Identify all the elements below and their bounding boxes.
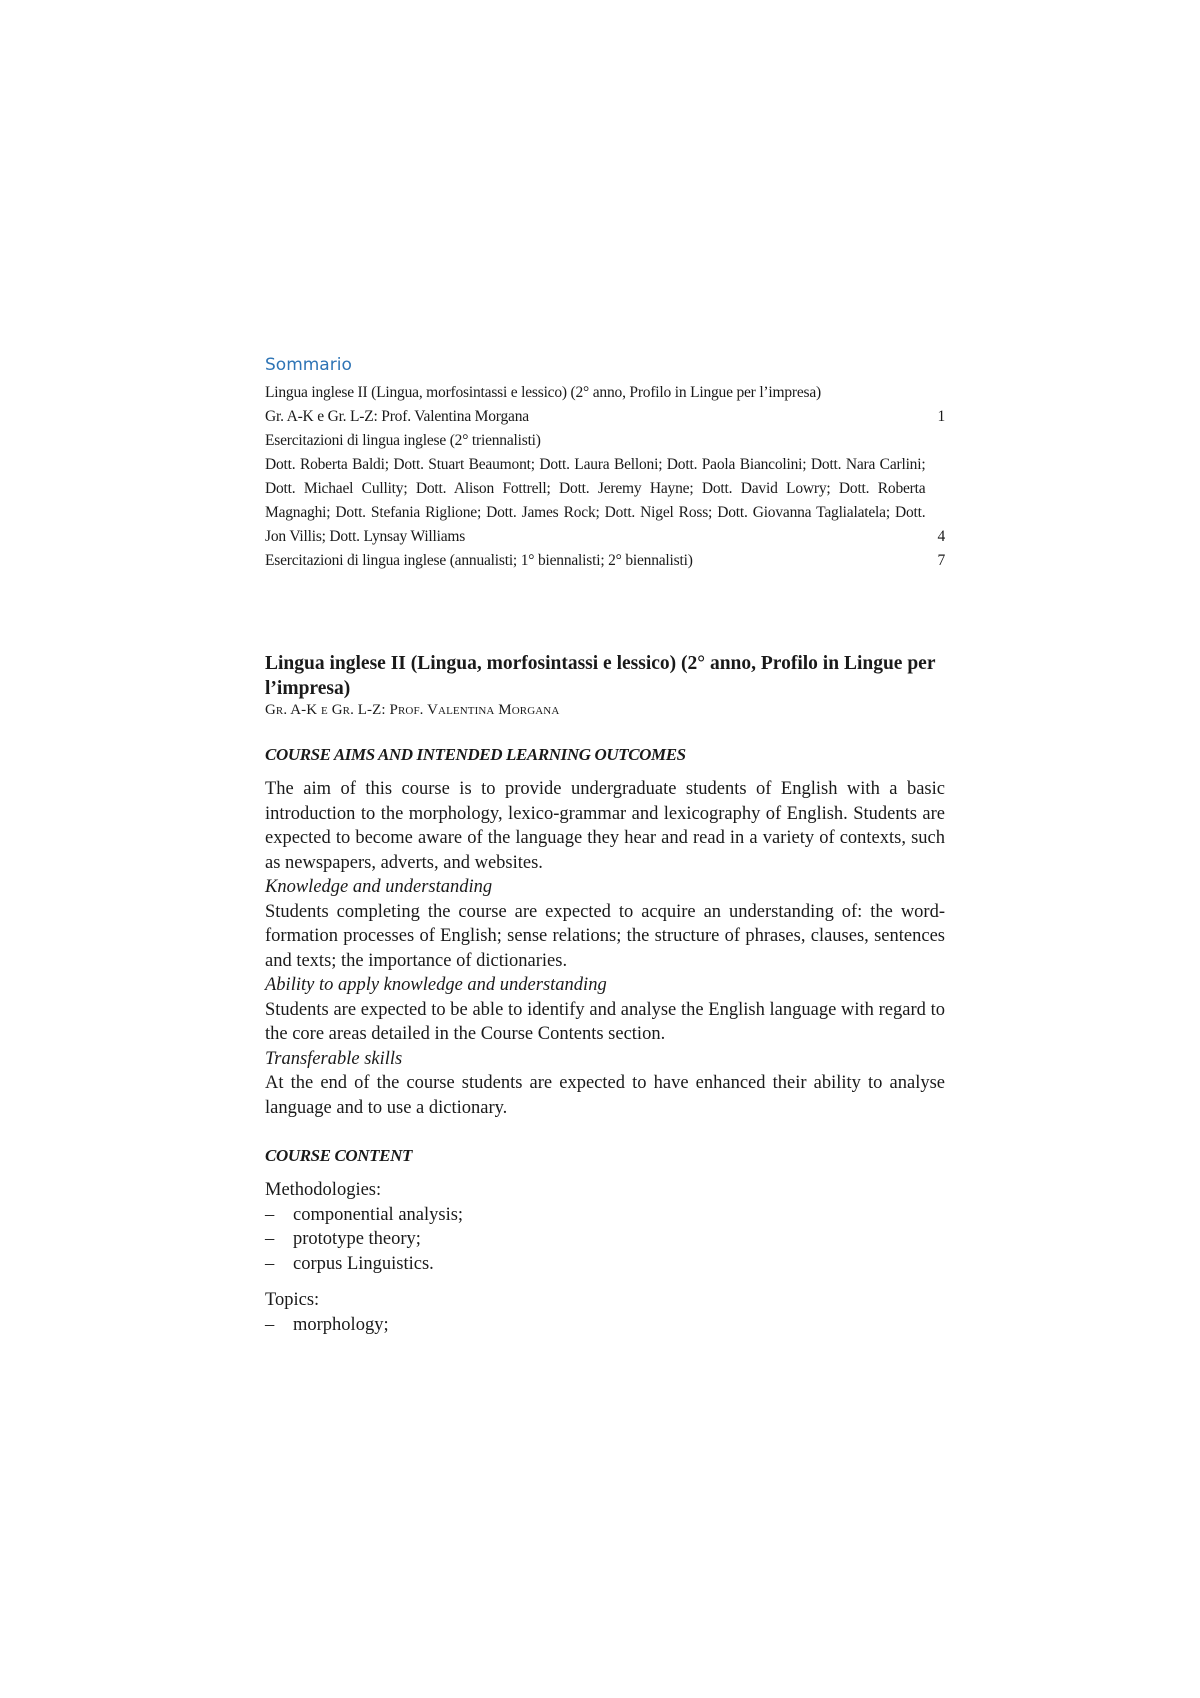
knowledge-text: Students completing the course are expected to acquire an understanding of: the word-formation processes of English; sense relations; the structure of phrases, clauses, sentences and texts; the importance of dictionaries. (265, 901, 945, 971)
transferable-text: At the end of the course students are expected to have enhanced their ability to analyse language and to use a dictionary. (265, 1073, 945, 1118)
course-section (265, 651, 945, 1337)
toc-title: Sommario (265, 355, 352, 375)
page-content (265, 355, 945, 1349)
dash-bullet: – (265, 1229, 275, 1249)
toc-entry[interactable] (265, 429, 945, 453)
list-item (265, 1227, 945, 1252)
ability-text: Students are expected to be able to identify and analyse the English language with regard to the core areas detailed in the Course Contents section. (265, 999, 945, 1044)
toc-entry-text: Esercitazioni di lingua inglese (annualisti; 1° biennalisti; 2° biennalisti) (265, 552, 693, 569)
course-title: Lingua inglese II (Lingua, morfosintassi e lessico) (2° anno, Profilo in Lingue per l’impresa) (265, 653, 936, 699)
toc-entry[interactable] (265, 453, 945, 549)
toc-entry[interactable] (265, 405, 945, 429)
list-item-text: prototype theory; (293, 1229, 421, 1249)
toc-page-number: 7 (937, 552, 945, 569)
toc-entry[interactable] (265, 381, 945, 405)
dash-bullet: – (265, 1314, 275, 1335)
ability-subheading: Ability to apply knowledge and understanding (265, 975, 607, 995)
content-heading: COURSE CONTENT (265, 1146, 412, 1165)
topics-list (265, 1313, 945, 1338)
toc-entry[interactable] (265, 549, 945, 573)
transferable-subheading: Transferable skills (265, 1048, 403, 1069)
toc-entry-text: Lingua inglese II (Lingua, morfosintassi e lessico) (2° anno, Profilo in Lingue per l’impresa) (265, 384, 822, 401)
topics-label: Topics: (265, 1290, 320, 1310)
list-item-text: componential analysis; (293, 1204, 464, 1225)
knowledge-subheading: Knowledge and understanding (265, 877, 493, 897)
aims-heading: COURSE AIMS AND INTENDED LEARNING OUTCOMES (265, 745, 686, 764)
toc-entry-text: Esercitazioni di lingua inglese (2° triennalisti) (265, 432, 541, 449)
dash-bullet: – (265, 1204, 275, 1225)
toc-page-number: 4 (937, 528, 945, 545)
dash-bullet: – (265, 1253, 275, 1274)
list-item-text: corpus Linguistics. (293, 1253, 434, 1274)
toc-page-number: 1 (937, 408, 945, 425)
toc-entry-text: Dott. Roberta Baldi; Dott. Stuart Beaumont; Dott. Laura Belloni; Dott. Paola Biancolini; Dott. Nara Carlini; Dott. Michael Cullity; Dott. Alison Fottrell; Dott. Jeremy Hayne; Dott. David Lowry; Dott. Roberta Magnaghi; Dott. Stefania Riglione; Dott. James Rock; Dott. Nigel Ross; Dott. Giovanna Taglialatela; Dott. Jon Villis; Dott. Lynsay Williams (265, 456, 926, 545)
toc-entry-text: Gr. A-K e Gr. L-Z: Prof. Valentina Morgana (265, 408, 529, 425)
list-item-text: morphology; (293, 1314, 389, 1335)
course-teacher: Gr. A-K e Gr. L-Z: Prof. Valentina Morgana (265, 702, 560, 718)
list-item (265, 1203, 945, 1228)
list-item (265, 1252, 945, 1277)
table-of-contents (265, 355, 945, 573)
methodologies-block (265, 1178, 945, 1276)
aims-intro: The aim of this course is to provide undergraduate students of English with a basic introduction to the morphology, lexico-grammar and lexicography of English. Students are expected to become aware of the language they hear and read in a variety of contexts, such as newspapers, adverts, and websites. (265, 779, 945, 873)
topics-block (265, 1288, 945, 1337)
methodologies-label: Methodologies: (265, 1180, 382, 1200)
list-item (265, 1313, 945, 1338)
methodologies-list (265, 1203, 945, 1277)
